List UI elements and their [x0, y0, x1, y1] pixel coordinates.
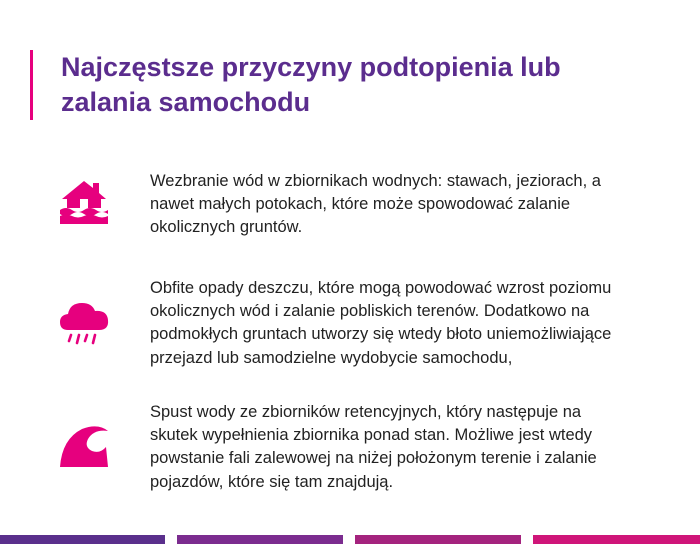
footer-segment [0, 535, 165, 544]
description-line: powstanie fali zalewowej na niżej położonym terenie i zalanie [150, 449, 597, 468]
rain-cloud-icon [58, 297, 110, 349]
description-line: skutek wypełnienia zbiornika ponad stan. Możliwe jest wtedy [150, 426, 593, 445]
description-line: pojazdów, które się tam znajdują. [150, 472, 394, 491]
title-accent-bar [30, 50, 33, 120]
description-line: przejazd lub samodzielne wydobycie samochodu, [150, 348, 513, 367]
description-line: okolicznych gruntów. [150, 218, 303, 237]
page-title [61, 50, 681, 120]
description-line: podmokłych gruntach utworzy się wtedy błoto uniemożliwiające [150, 325, 612, 344]
footer-segment [533, 535, 700, 544]
description-line: Spust wody ze zbiorników retencyjnych, który następuje na [150, 403, 582, 421]
cause-description [150, 401, 690, 494]
cause-description [150, 277, 690, 370]
description-line: nawet małych potokach, które może spowodować zalanie [150, 195, 571, 214]
flooded-house-icon [58, 178, 110, 230]
flood-wave-icon [58, 421, 110, 473]
description-line: Wezbranie wód w zbiornikach wodnych: stawach, jeziorach, a [150, 172, 601, 190]
cause-description [150, 170, 690, 240]
title-line: zalania samochodu [61, 87, 311, 117]
footer-color-bar [0, 535, 700, 544]
footer-segment [177, 535, 343, 544]
description-line: Obfite opady deszczu, które mogą powodować wzrost poziomu [150, 279, 612, 297]
footer-segment [355, 535, 521, 544]
description-line: okolicznych wód i zalanie pobliskich terenów. Dodatkowo na [150, 302, 590, 321]
title-line: Najczęstsze przyczyny podtopienia lub [61, 52, 561, 82]
